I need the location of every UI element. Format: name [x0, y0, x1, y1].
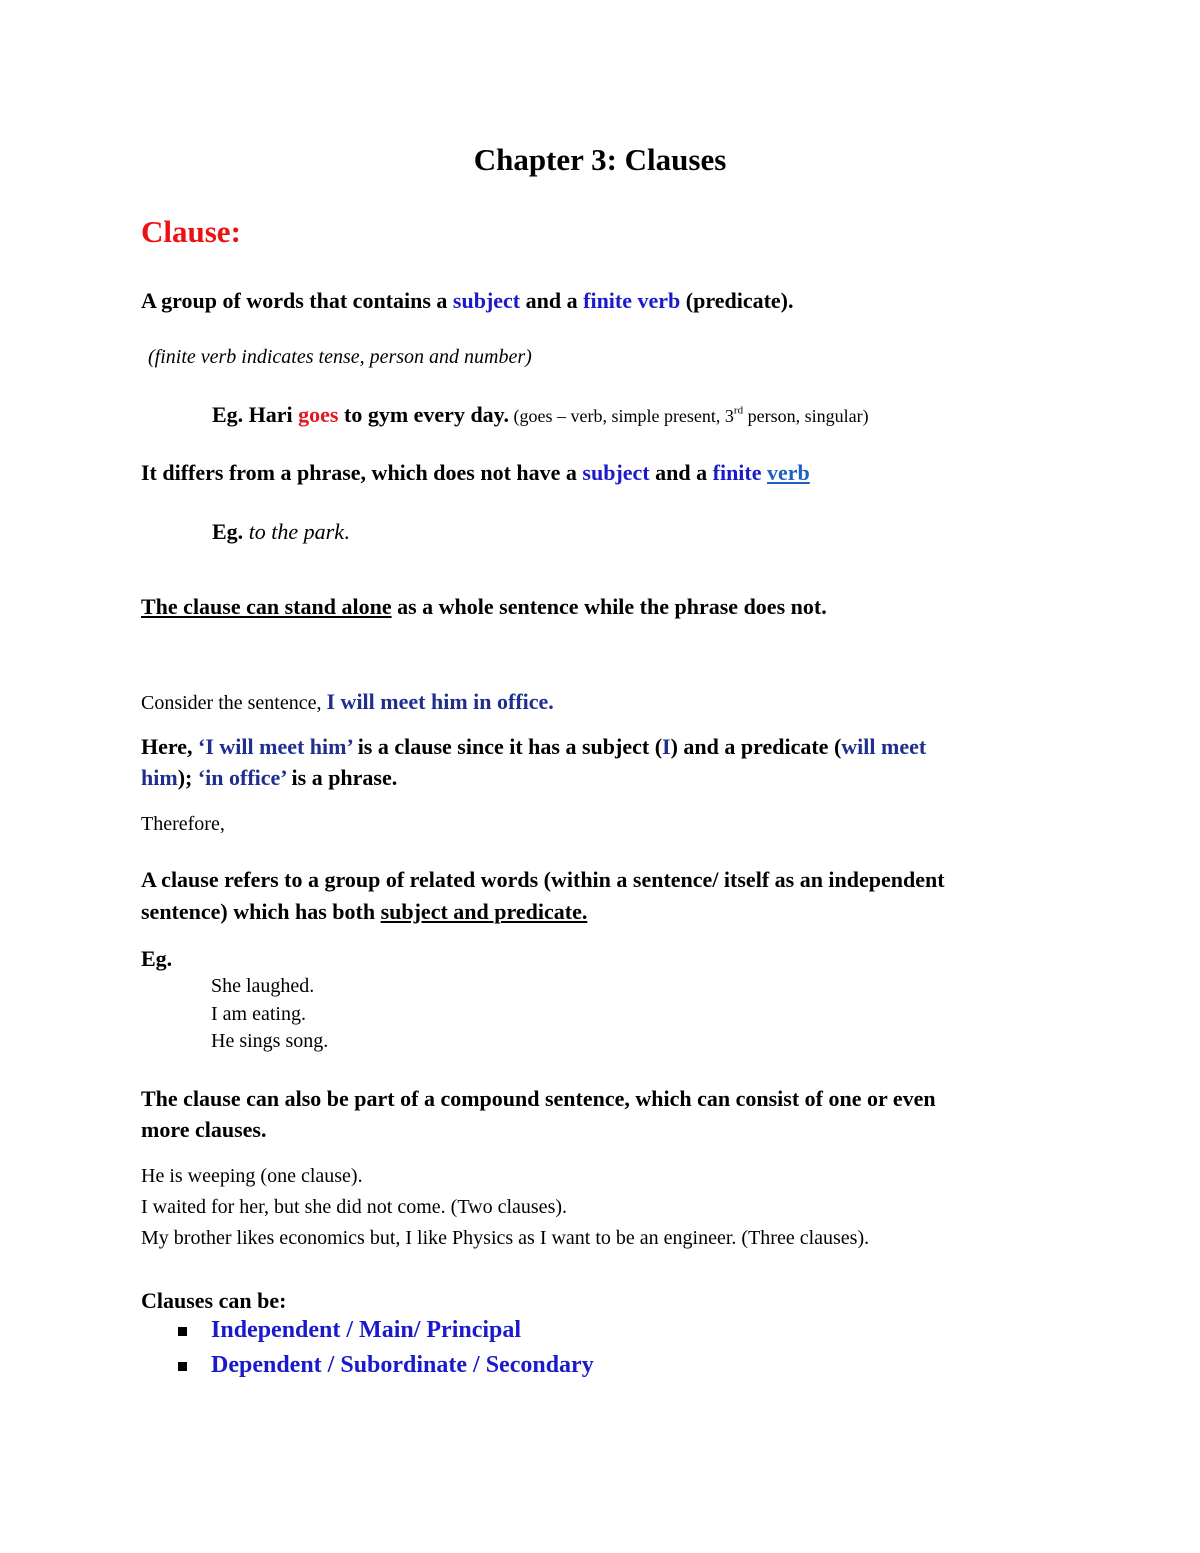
- eg-label: Eg.: [141, 946, 173, 971]
- example-gloss: (goes – verb, simple present, 3: [508, 406, 734, 426]
- verb-highlight: goes: [298, 402, 339, 427]
- here-text: is a clause since it has a subject (: [352, 734, 663, 759]
- refers-line-1: A clause refers to a group of related words (within a sentence/ itself as an independent: [141, 867, 945, 892]
- clause-type: Independent / Main/ Principal: [211, 1317, 522, 1343]
- example-phrase: to the park: [248, 519, 345, 544]
- example-gloss: person, singular): [743, 406, 869, 426]
- differs-text: and a: [649, 460, 713, 485]
- compound-example: My brother likes economics but, I like Physics as I want to be an engineer. (Three clauses).: [141, 1227, 870, 1249]
- predicate-part: will meet: [841, 734, 927, 759]
- stand-alone-text: as a whole sentence while the phrase does not.: [391, 594, 827, 619]
- definition-text: (predicate).: [680, 288, 794, 313]
- finite-verb-note: (finite verb indicates tense, person and number): [148, 346, 532, 368]
- refers-line-2: [141, 899, 587, 925]
- list-item: [178, 1317, 521, 1344]
- subject-i: I: [662, 734, 671, 759]
- differs-text: It differs from a phrase, which does not have a: [141, 460, 583, 485]
- example-item: He sings song.: [211, 1030, 329, 1052]
- therefore-text: Therefore,: [141, 813, 225, 835]
- consider-sentence: I will meet him in office.: [326, 689, 554, 714]
- consider-text: Consider the sentence,: [141, 692, 327, 714]
- square-bullet-icon: [178, 1327, 187, 1336]
- here-text: );: [177, 765, 198, 790]
- here-line-2: [141, 765, 397, 791]
- consider-line: [141, 689, 554, 715]
- refers-text: sentence) which has both: [141, 899, 381, 924]
- definition-text: and a: [520, 288, 584, 313]
- example-text: to gym every day.: [338, 402, 509, 427]
- clause-quote: ‘I will meet him’: [198, 734, 353, 759]
- period: .: [344, 519, 350, 544]
- verb-link[interactable]: verb: [767, 460, 810, 485]
- page-title: Chapter 3: Clauses: [473, 142, 727, 177]
- list-item: [178, 1352, 594, 1379]
- square-bullet-icon: [178, 1362, 187, 1371]
- stand-alone-underlined: The clause can stand alone: [141, 594, 392, 619]
- subject-term: subject: [452, 288, 521, 313]
- example-label: Eg.: [212, 519, 249, 544]
- finite-term: finite: [712, 460, 762, 485]
- compound-line-2: more clauses.: [141, 1117, 267, 1142]
- example-item: She laughed.: [211, 975, 315, 997]
- finite-verb-term: finite verb: [583, 288, 681, 313]
- here-text: is a phrase.: [286, 765, 398, 790]
- compound-line-1: The clause can also be part of a compound sentence, which can consist of one or even: [141, 1086, 936, 1111]
- compound-example: I waited for her, but she did not come. (Two clauses).: [141, 1196, 568, 1218]
- stand-alone-line: [141, 594, 827, 620]
- here-text: Here,: [141, 734, 199, 759]
- here-line-1: [141, 734, 926, 760]
- definition-text: A group of words that contains a: [141, 288, 453, 313]
- differs-line: [141, 460, 810, 486]
- example-item: I am eating.: [211, 1003, 306, 1025]
- definition-line: [141, 288, 794, 314]
- subject-term: subject: [582, 460, 650, 485]
- subject-predicate-underlined: subject and predicate.: [380, 899, 588, 924]
- phrase-quote: ‘in office’: [197, 765, 287, 790]
- predicate-part: him: [141, 765, 178, 790]
- compound-example: He is weeping (one clause).: [141, 1165, 363, 1187]
- clause-type: Dependent / Subordinate / Secondary: [211, 1352, 594, 1378]
- clauses-can-be: Clauses can be:: [141, 1288, 287, 1313]
- example-sentence-2: [212, 519, 350, 545]
- section-heading: Clause:: [141, 214, 241, 249]
- example-text: Eg. Hari: [212, 402, 299, 427]
- example-sentence-1: [212, 402, 869, 428]
- superscript: rd: [733, 404, 744, 417]
- here-text: ) and a predicate (: [670, 734, 842, 759]
